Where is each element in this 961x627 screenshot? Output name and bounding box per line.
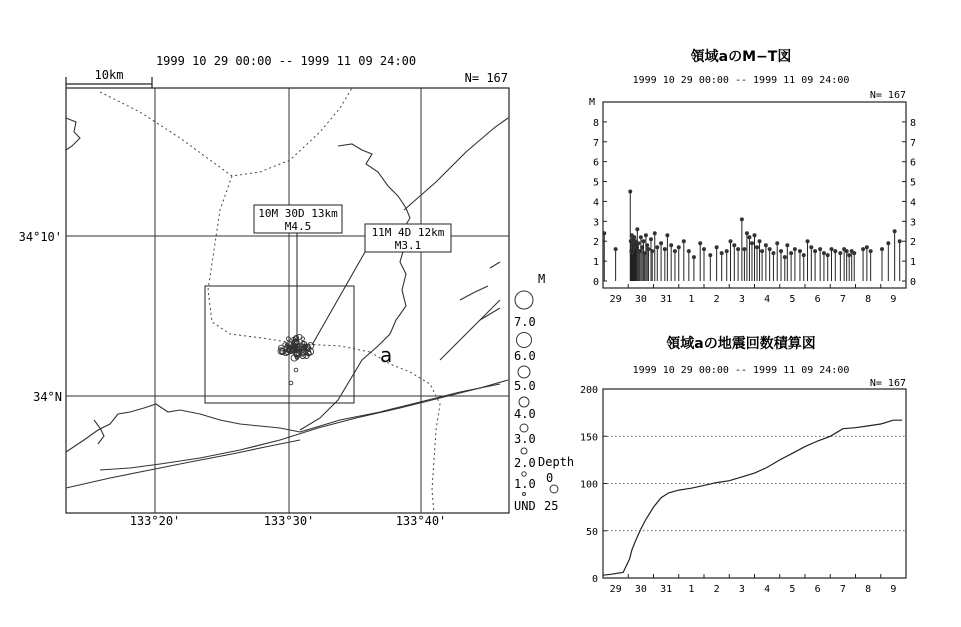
mt-point bbox=[655, 245, 659, 249]
region-a-label: a bbox=[380, 343, 393, 367]
mt-point bbox=[682, 239, 686, 243]
mt-point bbox=[783, 255, 787, 259]
mt-point bbox=[838, 251, 842, 255]
mt-ytick-label-right: 1 bbox=[910, 257, 917, 269]
mt-ytick-label: 8 bbox=[592, 117, 599, 129]
cumulative-xtick-label: 30 bbox=[634, 584, 647, 595]
cumulative-xtick-label: 3 bbox=[738, 584, 745, 595]
mt-point bbox=[898, 239, 902, 243]
mt-ytick-label: 3 bbox=[592, 217, 599, 229]
mt-xtick-label: 7 bbox=[839, 294, 846, 305]
mag-label-2: 2.0 bbox=[514, 456, 536, 470]
cumulative-xtick-label: 6 bbox=[814, 584, 821, 595]
lat-label-34-00: 34°N bbox=[33, 390, 62, 404]
mt-xtick-label: 2 bbox=[713, 294, 720, 305]
mt-point bbox=[779, 249, 783, 253]
mag-symbol-1 bbox=[522, 472, 526, 476]
lat-label-34-10: 34°10' bbox=[18, 230, 62, 244]
mt-xtick-label: 4 bbox=[764, 294, 771, 305]
mt-point bbox=[645, 243, 649, 247]
mt-point bbox=[736, 247, 740, 251]
cumulative-xtick-label: 5 bbox=[789, 584, 796, 595]
lon-label-133-20: 133°20' bbox=[129, 514, 181, 528]
map-count: N= 167 bbox=[464, 71, 508, 85]
mt-xtick-label: 8 bbox=[865, 294, 872, 305]
mt-xtick-label: 9 bbox=[890, 294, 897, 305]
map-period: 1999 10 29 00:00 -- 1999 11 09 24:00 bbox=[155, 54, 417, 68]
mt-point bbox=[833, 249, 837, 253]
mt-point bbox=[639, 235, 643, 239]
coastlines bbox=[66, 118, 508, 488]
mt-point bbox=[764, 243, 768, 247]
mt-chart-ylabel: M bbox=[589, 97, 596, 108]
mt-point bbox=[635, 227, 639, 231]
mt-point bbox=[650, 249, 654, 253]
mt-ytick-label: 1 bbox=[592, 257, 599, 269]
mt-point bbox=[893, 229, 897, 233]
epicenter-symbol bbox=[286, 337, 290, 341]
mag-label-5: 5.0 bbox=[514, 379, 536, 393]
mt-point bbox=[732, 243, 736, 247]
map-scale-bar bbox=[66, 68, 152, 88]
cumulative-ytick-label: 100 bbox=[579, 479, 598, 491]
mt-point bbox=[822, 251, 826, 255]
mt-point bbox=[826, 253, 830, 257]
mag-symbol-4 bbox=[519, 397, 529, 407]
mag-label-und: UND bbox=[514, 499, 536, 513]
cumulative-marks bbox=[603, 420, 902, 575]
mt-point bbox=[742, 247, 746, 251]
mt-point bbox=[861, 247, 865, 251]
callout-m45-line1: 10M 30D 13km bbox=[258, 207, 338, 220]
cumulative-xtick-label: 8 bbox=[865, 584, 872, 595]
mt-point bbox=[644, 233, 648, 237]
mt-point bbox=[750, 241, 754, 245]
mag-label-7: 7.0 bbox=[514, 315, 536, 329]
mt-point bbox=[760, 249, 764, 253]
epicenter-symbol bbox=[289, 381, 293, 385]
callout-m31 bbox=[312, 224, 451, 345]
mt-point bbox=[830, 247, 834, 251]
mag-legend-title: M bbox=[538, 272, 546, 286]
mt-point bbox=[753, 233, 757, 237]
callout-m45-line2: M4.5 bbox=[284, 220, 312, 233]
mt-point bbox=[740, 217, 744, 221]
mag-symbol-7 bbox=[515, 291, 533, 309]
mag-symbol-2 bbox=[521, 448, 527, 454]
mt-point bbox=[687, 249, 691, 253]
cumulative-xtick-label: 1 bbox=[688, 584, 695, 595]
mt-point bbox=[745, 231, 749, 235]
mt-point bbox=[720, 251, 724, 255]
lon-label-133-40: 133°40' bbox=[395, 514, 447, 528]
mt-xtick-label: 31 bbox=[660, 294, 673, 305]
mt-point bbox=[806, 239, 810, 243]
mt-point bbox=[673, 249, 677, 253]
mt-point bbox=[708, 253, 712, 257]
mt-point bbox=[758, 239, 762, 243]
mag-label-3: 3.0 bbox=[514, 432, 536, 446]
depth-label-0: 0 bbox=[546, 471, 554, 485]
mt-ytick-label: 4 bbox=[592, 197, 599, 209]
cumulative-ytick-label: 0 bbox=[591, 574, 598, 585]
mt-point bbox=[869, 249, 873, 253]
mt-point bbox=[632, 235, 636, 239]
mt-ytick-label-right: 4 bbox=[910, 197, 917, 209]
depth-legend-title: Depth bbox=[538, 455, 575, 469]
mt-chart-count: N= 167 bbox=[869, 90, 906, 101]
lon-label-133-30: 133°30' bbox=[263, 514, 315, 528]
mt-xtick-label: 29 bbox=[609, 294, 622, 305]
map-graticule bbox=[66, 88, 509, 513]
mt-chart-subtitle: 1999 10 29 00:00 -- 1999 11 09 24:00 bbox=[632, 75, 850, 86]
mt-point bbox=[802, 253, 806, 257]
mt-point bbox=[665, 233, 669, 237]
mt-ytick-label: 2 bbox=[592, 237, 599, 249]
depth-symbol-0 bbox=[550, 485, 558, 493]
mt-point bbox=[602, 231, 606, 235]
mt-point bbox=[775, 241, 779, 245]
mt-point bbox=[847, 253, 851, 257]
epicenter-symbol bbox=[294, 368, 298, 372]
cumulative-chart-count: N= 167 bbox=[869, 378, 906, 389]
mt-point bbox=[669, 243, 673, 247]
cumulative-chart-title: 領域aの地震回数積算図 bbox=[666, 336, 816, 352]
mt-ytick-label-right: 8 bbox=[910, 117, 917, 129]
depth-legend bbox=[538, 455, 574, 513]
region-a-box bbox=[205, 286, 354, 403]
map-frame bbox=[66, 88, 509, 513]
prefecture-boundaries bbox=[100, 88, 440, 513]
callout-m45 bbox=[254, 205, 342, 345]
mt-ytick-label: 7 bbox=[592, 137, 599, 149]
cumulative-xtick-label: 2 bbox=[713, 584, 720, 595]
mt-ytick-label-right: 5 bbox=[910, 177, 917, 189]
cumulative-xtick-label: 7 bbox=[839, 584, 846, 595]
mt-point bbox=[653, 231, 657, 235]
mt-point bbox=[813, 249, 817, 253]
cumulative-ytick-label: 150 bbox=[579, 432, 598, 444]
mag-symbol-6 bbox=[517, 333, 532, 348]
mt-point bbox=[628, 190, 632, 194]
mt-point bbox=[641, 239, 645, 243]
mt-point bbox=[698, 241, 702, 245]
mag-symbol-3 bbox=[520, 424, 528, 432]
mt-xtick-label: 30 bbox=[634, 294, 647, 305]
mt-point bbox=[789, 251, 793, 255]
epicenter-map bbox=[19, 54, 574, 528]
mt-point bbox=[886, 241, 890, 245]
mag-label-6: 6.0 bbox=[514, 349, 536, 363]
mt-xtick-label: 1 bbox=[688, 294, 695, 305]
mt-xtick-label: 3 bbox=[738, 294, 745, 305]
mt-ytick-label: 6 bbox=[592, 157, 599, 169]
mt-point bbox=[771, 251, 775, 255]
epicenter-cluster bbox=[278, 334, 314, 384]
cumulative-xtick-label: 29 bbox=[609, 584, 622, 595]
mt-point bbox=[768, 247, 772, 251]
mt-point bbox=[663, 247, 667, 251]
cumulative-xtick-label: 4 bbox=[764, 584, 771, 595]
depth-label-25: 25 bbox=[544, 499, 559, 513]
mt-point bbox=[677, 245, 681, 249]
mt-point bbox=[818, 247, 822, 251]
mt-point bbox=[880, 247, 884, 251]
mt-point bbox=[798, 249, 802, 253]
mt-xtick-label: 6 bbox=[814, 294, 821, 305]
mt-point bbox=[852, 251, 856, 255]
mt-point bbox=[702, 247, 706, 251]
mt-chart bbox=[589, 48, 916, 305]
cumulative-ytick-label: 200 bbox=[579, 385, 598, 396]
magnitude-legend bbox=[514, 272, 545, 513]
mt-marks bbox=[602, 190, 901, 282]
cumulative-axes bbox=[580, 385, 906, 595]
cumulative-xtick-label: 9 bbox=[890, 584, 897, 595]
mt-ytick-label-right: 2 bbox=[910, 237, 917, 249]
mt-xtick-label: 5 bbox=[789, 294, 796, 305]
cumulative-count-line bbox=[603, 420, 902, 575]
mt-point bbox=[636, 241, 640, 245]
mt-point bbox=[865, 245, 869, 249]
mt-ytick-label-right: 3 bbox=[910, 217, 917, 229]
mt-point bbox=[809, 245, 813, 249]
mt-point bbox=[785, 243, 789, 247]
mt-ytick-label-right: 0 bbox=[910, 277, 917, 288]
map-scale-label: 10km bbox=[94, 68, 124, 82]
mt-chart-title: 領域aのM−T図 bbox=[690, 49, 792, 65]
mt-point bbox=[747, 235, 751, 239]
mt-point bbox=[659, 241, 663, 245]
mt-point bbox=[614, 247, 618, 251]
mt-point bbox=[729, 239, 733, 243]
mt-point bbox=[755, 245, 759, 249]
cumulative-ytick-label: 50 bbox=[585, 526, 598, 538]
callout-m31-line2: M3.1 bbox=[394, 239, 422, 252]
mt-point bbox=[845, 249, 849, 253]
mt-point bbox=[725, 249, 729, 253]
mt-point bbox=[646, 247, 650, 251]
callout-m31-line1: 11M 4D 12km bbox=[371, 226, 445, 239]
mag-label-4: 4.0 bbox=[514, 407, 536, 421]
cumulative-chart-subtitle: 1999 10 29 00:00 -- 1999 11 09 24:00 bbox=[632, 365, 850, 376]
mt-point bbox=[793, 247, 797, 251]
mt-ytick-label: 5 bbox=[592, 177, 599, 189]
mt-ytick-label-right: 6 bbox=[910, 157, 917, 169]
mt-point bbox=[715, 245, 719, 249]
mt-point bbox=[692, 255, 696, 259]
mt-ytick-label: 0 bbox=[592, 277, 599, 288]
mt-point bbox=[649, 237, 653, 241]
mag-symbol-5 bbox=[518, 366, 530, 378]
cumulative-xtick-label: 31 bbox=[660, 584, 673, 595]
mt-ytick-label-right: 7 bbox=[910, 137, 917, 149]
mag-symbol-und bbox=[523, 493, 526, 496]
mag-label-1: 1.0 bbox=[514, 477, 536, 491]
cumulative-chart bbox=[580, 335, 906, 595]
